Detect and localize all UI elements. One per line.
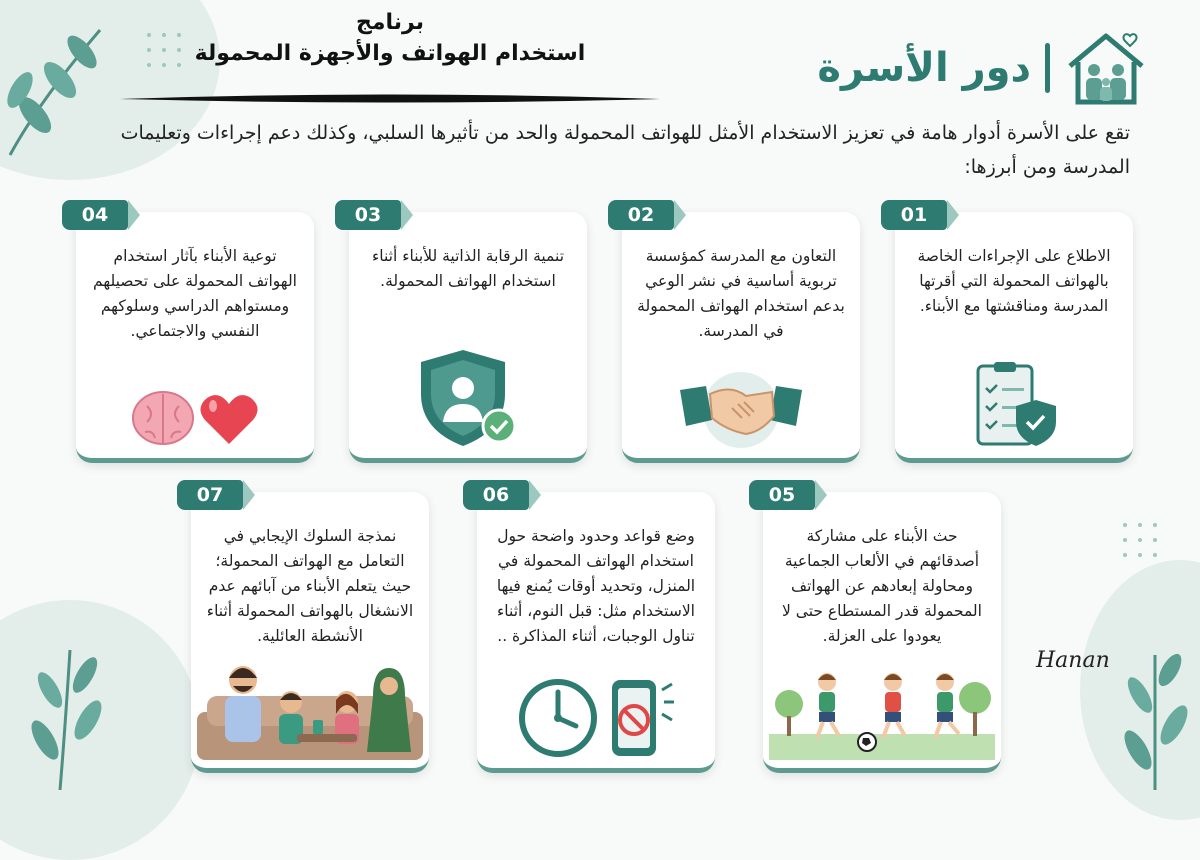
card-text: حث الأبناء على مشاركة أصدقائهم في الألعاب الجماعية ومحاولة إبعادهم عن الهواتف المحمولة قدر المستطاع حتى لا يعودوا على العزلة. — [782, 527, 982, 645]
leaf-branch-icon — [10, 640, 120, 790]
title-divider — [1045, 43, 1050, 93]
program-name: استخدام الهواتف والأجهزة المحمولة — [194, 41, 586, 66]
card-text: الاطلاع على الإجراءات الخاصة بالهواتف المحمولة التي أقرتها المدرسة ومناقشتها مع الأبناء. — [917, 247, 1111, 315]
card-text: نمذجة السلوك الإيجابي في التعامل مع الهواتف المحمولة؛ حيث يتعلم الأبناء من آبائهم عدم الانشغال بالهواتف المحمولة أثناء الأنشطة العائلية. — [206, 527, 414, 645]
card-text: تنمية الرقابة الذاتية للأبناء أثناء استخدام الهواتف المحمولة. — [371, 247, 565, 290]
kids-playing-icon — [769, 668, 995, 760]
family-icon — [197, 656, 423, 760]
card-01 — [895, 204, 1133, 463]
brain-heart-icon — [125, 386, 265, 450]
card-04 — [76, 204, 314, 463]
card-number: 04 — [62, 200, 128, 230]
card-number: 07 — [177, 480, 243, 510]
brush-underline — [120, 92, 660, 106]
card-number: 03 — [335, 200, 401, 230]
family-house-icon — [1064, 30, 1148, 106]
signature: Hanan — [1036, 648, 1110, 673]
card-text: وضع قواعد وحدود واضحة حول استخدام الهواتف المحمولة في المنزل، وتحديد أوقات يُمنع فيها الاستخدام مثل: قبل النوم، أثناء تناول الوجبات، أثناء المذاكرة .. — [496, 527, 696, 645]
clock-no-phone-icon — [516, 674, 676, 760]
dots-decoration — [1120, 520, 1160, 560]
section-title: دور الأسرة — [817, 45, 1031, 91]
user-shield-icon — [413, 346, 523, 450]
dots-decoration — [144, 30, 184, 70]
card-text: التعاون مع المدرسة كمؤسسة تربوية أساسية في نشر الوعي بدعم استخدام الهواتف المحمولة في المدرسة. — [637, 247, 845, 340]
handshake-icon — [676, 370, 806, 450]
card-05 — [763, 484, 1001, 773]
card-number: 06 — [463, 480, 529, 510]
checklist-shield-icon — [964, 360, 1064, 450]
card-number: 02 — [608, 200, 674, 230]
card-text: توعية الأبناء بآثار استخدام الهواتف المحمولة على تحصيلهم ومستواهم الدراسي وسلوكهم النفسي والاجتماعي. — [93, 247, 297, 340]
leaf-branch-icon — [0, 20, 110, 160]
section-header — [817, 30, 1148, 106]
card-06 — [477, 484, 715, 773]
program-title — [120, 10, 660, 66]
card-07 — [191, 484, 429, 773]
program-label: برنامج — [356, 10, 424, 35]
leaf-branch-icon — [1110, 640, 1200, 790]
card-02 — [622, 204, 860, 463]
card-number: 01 — [881, 200, 947, 230]
intro-paragraph: تقع على الأسرة أدوار هامة في تعزيز الاستخدام الأمثل للهواتف المحمولة والحد من تأثيرها السلبي، وكذلك دعم إجراءات وتعليمات المدرسة ومن أبرزها: — [120, 122, 1130, 178]
card-number: 05 — [749, 480, 815, 510]
card-03 — [349, 204, 587, 463]
